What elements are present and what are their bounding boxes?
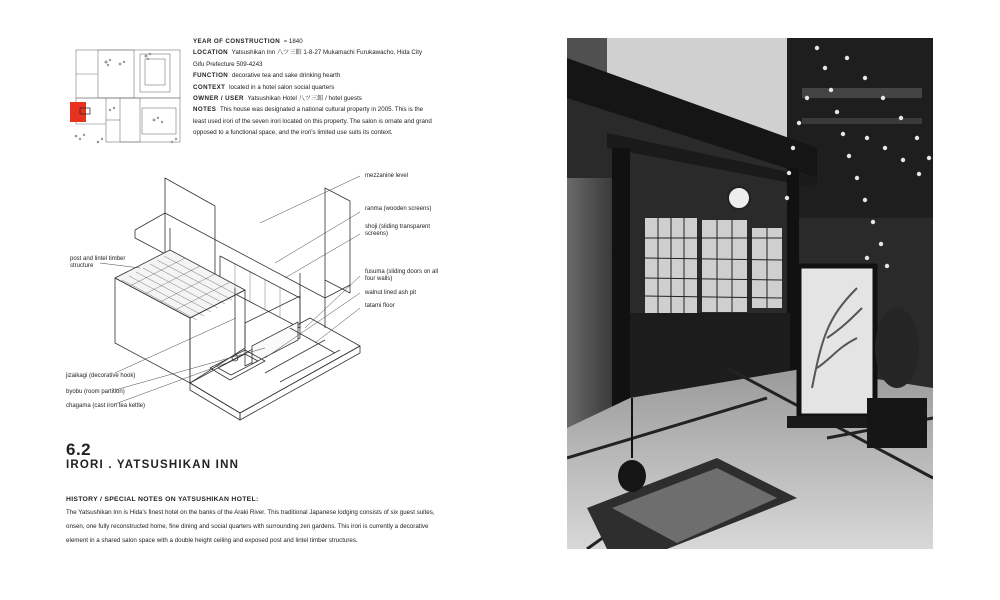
- label-fusuma: fusuma (sliding doors on all four walls): [365, 269, 439, 283]
- label-post-lintel: post and lintel timber structure: [70, 256, 126, 270]
- section-number: 6.2: [66, 440, 92, 459]
- label-ranma: ranma (wooden screens): [365, 206, 432, 212]
- section-title: IRORI . YATSUSHIKAN INN: [66, 459, 240, 471]
- info-context: CONTEXT located in a hotel salon social quarters: [193, 83, 335, 91]
- interior-photo: [567, 38, 933, 549]
- label-walnut: walnut lined ash pit: [365, 290, 417, 296]
- site-plan-diagram: [62, 38, 184, 150]
- info-location: LOCATION Yatsushikan Inn 八ツ三館 1-8-27 Mukamachi Furukawacho, Hida City Gifu Prefecture 509-4243: [193, 49, 423, 68]
- info-owner: OWNER / USER Yatsushikan Hotel 八ツ三館 / hotel guests: [193, 95, 362, 103]
- label-chagama: chagama (cast iron tea kettle): [66, 403, 146, 409]
- info-year: YEAR OF CONSTRUCTION ≈ 1840: [193, 38, 303, 45]
- label-byobu: byobu (room partition): [66, 389, 125, 395]
- irori-location-marker: [70, 102, 86, 122]
- label-shoji: shoji (sliding transparent screens): [365, 224, 431, 238]
- label-mezzanine: mezzanine level: [365, 173, 409, 179]
- project-info: [193, 36, 433, 139]
- info-function: FUNCTION decorative tea and sake drinking hearth: [193, 72, 341, 80]
- history-heading: HISTORY / SPECIAL NOTES ON YATSUSHIKAN HOTEL:: [66, 496, 259, 503]
- label-jizaikagi: jizaikagi (decorative hook): [66, 373, 136, 379]
- info-notes: NOTES This house was designated a national cultural property in 2005. This is the least used irori of the seven irori located on this property. The salon is ornate and grand opposed to a functional space, and the irori's limited use suits its context.: [193, 106, 432, 137]
- label-tatami: tatami floor: [365, 303, 395, 309]
- history-body: The Yatsushikan Inn is Hida's finest hotel on the banks of the Araki River. This traditional Japanese lodging consists of six guest suites, onsen, one fully reconstructed home, fine dining and social quarters with surrounding zen gardens. This irori is currently a decorative element in a shared salon space with a double height ceiling and exposed post and lintel timber structures.: [66, 509, 435, 545]
